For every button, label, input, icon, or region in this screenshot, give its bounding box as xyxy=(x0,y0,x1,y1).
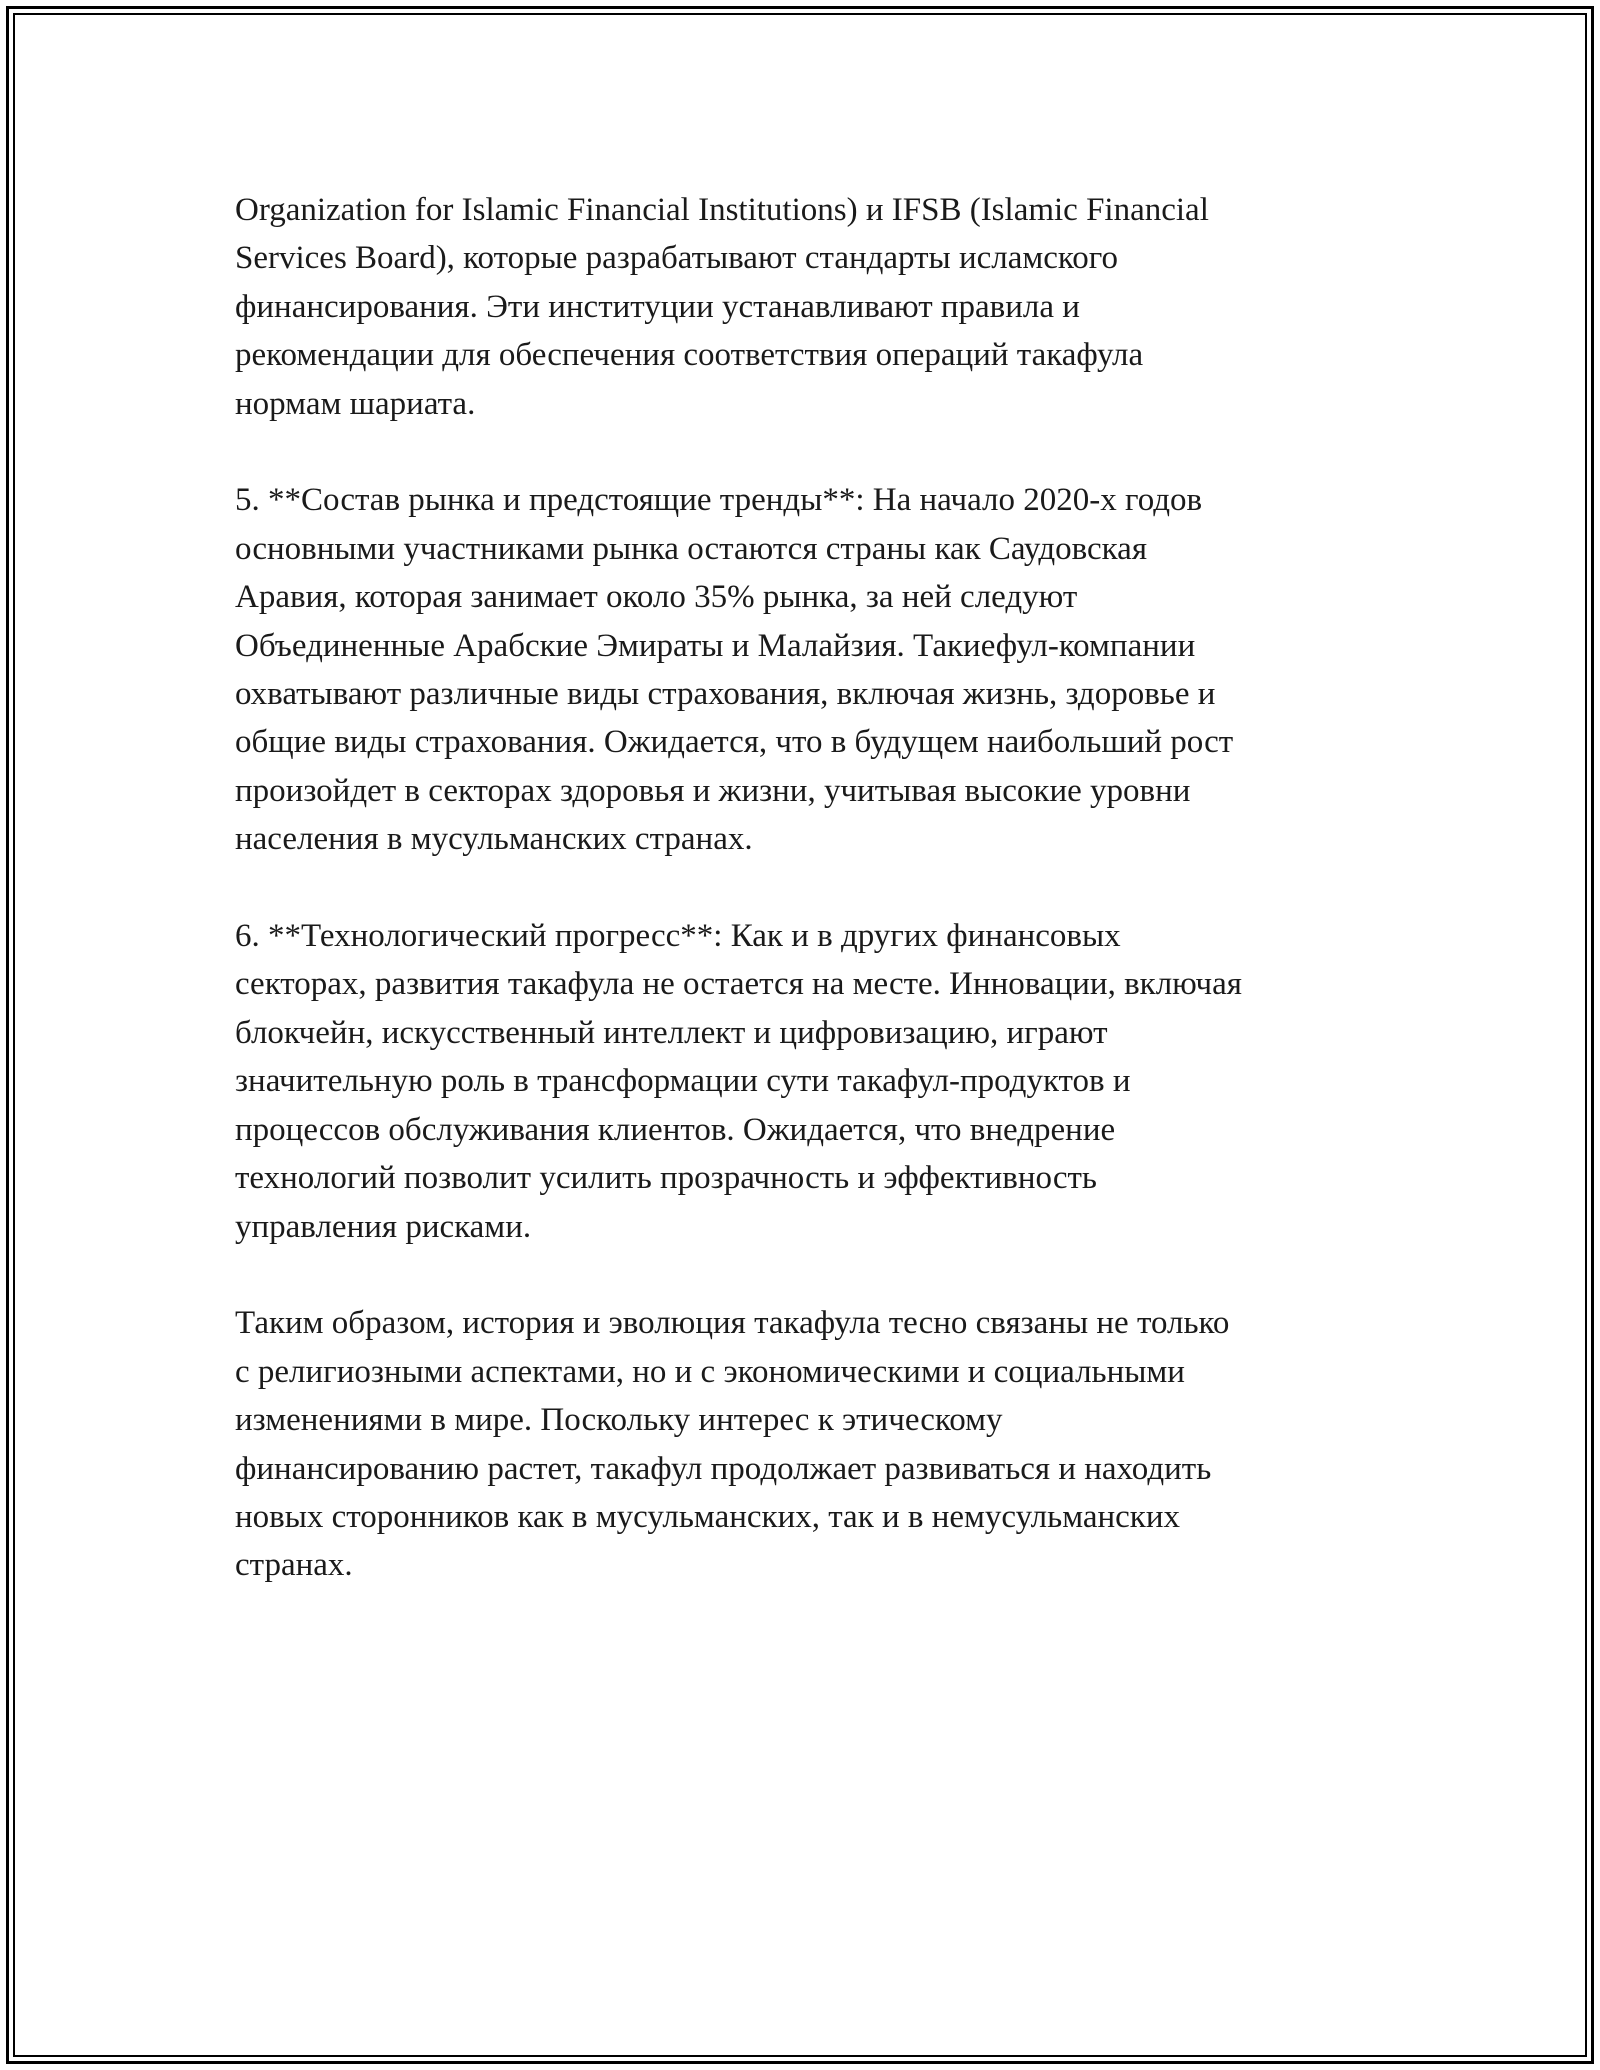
paragraph-conclusion xyxy=(235,1299,1370,1589)
text-line: изменениями в мире. Поскольку интерес к этическому xyxy=(235,1402,1003,1439)
text-line: технологий позволит усилить прозрачность и эффективность xyxy=(235,1160,1097,1197)
text-line: 6. **Технологический прогресс**: Как и в других финансовых xyxy=(235,918,1121,955)
paragraph-organizations xyxy=(235,186,1370,428)
text-line: Объединенные Арабские Эмираты и Малайзия. Такиефул-компании xyxy=(235,627,1196,664)
text-line: Аравия, которая занимает около 35% рынка, за ней следуют xyxy=(235,579,1078,616)
text-line: процессов обслуживания клиентов. Ожидается, что внедрение xyxy=(235,1111,1116,1148)
text-line: общие виды страхования. Ожидается, что в будущем наибольший рост xyxy=(235,724,1234,761)
text-line: финансирования. Эти институции устанавливают правила и xyxy=(235,288,1080,325)
document-body xyxy=(235,186,1370,1590)
text-line: управления рисками. xyxy=(235,1208,532,1245)
text-line: 5. **Состав рынка и предстоящие тренды**: На начало 2020-х годов xyxy=(235,482,1203,519)
text-line: странах. xyxy=(235,1547,353,1584)
text-line: Services Board), которые разрабатывают стандарты исламского xyxy=(235,240,1118,277)
text-line: охватывают различные виды страхования, включая жизнь, здоровье и xyxy=(235,676,1216,713)
text-line: произойдет в секторах здоровья и жизни, учитывая высокие уровни xyxy=(235,772,1191,809)
text-line: рекомендации для обеспечения соответствия операций такафула xyxy=(235,337,1144,374)
text-line: значительную роль в трансформации сути такафул-продуктов и xyxy=(235,1063,1131,1100)
text-line: населения в мусульманских странах. xyxy=(235,821,753,858)
paragraph-market-trends xyxy=(235,476,1370,863)
text-line: финансированию растет, такафул продолжает развиваться и находить xyxy=(235,1450,1212,1487)
text-line: блокчейн, искусственный интеллект и цифровизацию, играют xyxy=(235,1014,1108,1051)
text-line: основными участниками рынка остаются страны как Саудовская xyxy=(235,530,1148,567)
text-line: Organization for Islamic Financial Institutions) и IFSB (Islamic Financial xyxy=(235,192,1209,228)
text-line: нормам шариата. xyxy=(235,385,476,422)
text-line: с религиозными аспектами, но и с экономическими и социальными xyxy=(235,1353,1185,1390)
paragraph-technology xyxy=(235,912,1370,1251)
text-line: новых сторонников как в мусульманских, так и в немусульманских xyxy=(235,1498,1180,1535)
text-line: секторах, развития такафула не остается на месте. Инновации, включая xyxy=(235,966,1242,1003)
text-line: Таким образом, история и эволюция такафула тесно связаны не только xyxy=(235,1305,1230,1342)
